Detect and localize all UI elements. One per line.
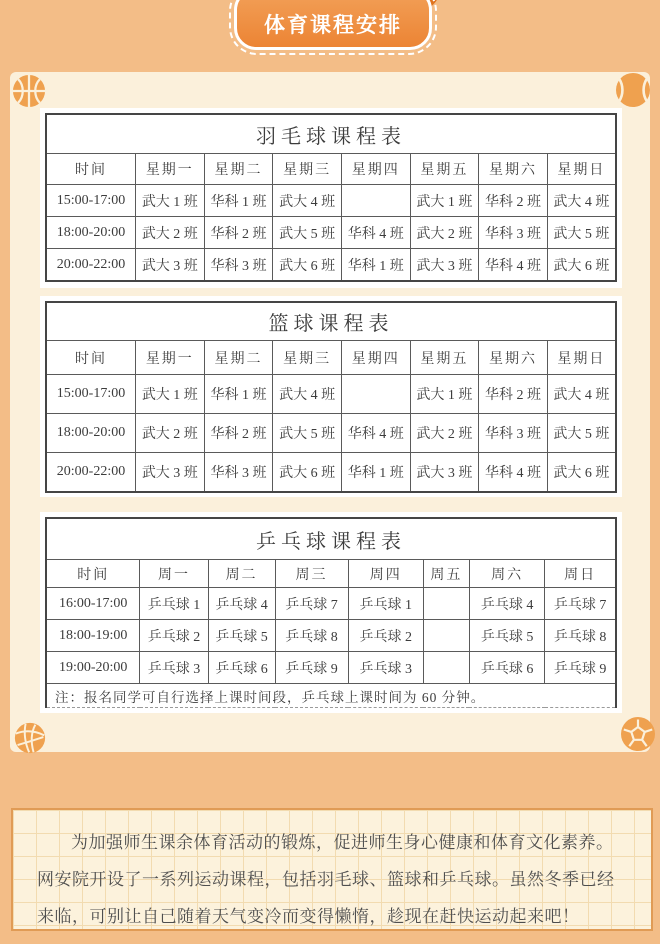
class-cell bbox=[423, 652, 469, 684]
soccer-ball-icon bbox=[620, 716, 656, 752]
column-header: 星期五 bbox=[410, 154, 479, 185]
class-cell: 华科 4 班 bbox=[341, 217, 410, 249]
class-cell: 华科 1 班 bbox=[204, 375, 273, 414]
class-cell: 乒乓球 7 bbox=[545, 588, 616, 620]
class-cell: 武大 3 班 bbox=[136, 453, 205, 493]
class-cell: 武大 5 班 bbox=[547, 414, 616, 453]
column-header: 星期四 bbox=[341, 154, 410, 185]
header-row bbox=[46, 560, 616, 588]
time-cell: 19:00-20:00 bbox=[46, 652, 140, 684]
column-header: 周三 bbox=[275, 560, 348, 588]
badminton-schedule-card bbox=[40, 108, 622, 288]
column-header: 周六 bbox=[469, 560, 544, 588]
column-header: 星期三 bbox=[273, 154, 342, 185]
column-header: 星期四 bbox=[341, 341, 410, 375]
column-header: 星期六 bbox=[479, 154, 548, 185]
class-cell: 华科 2 班 bbox=[204, 414, 273, 453]
basketball-schedule-card bbox=[40, 296, 622, 497]
class-cell: 武大 5 班 bbox=[273, 217, 342, 249]
class-cell: 武大 1 班 bbox=[410, 375, 479, 414]
footer-paragraph: 为加强师生课余体育活动的锻炼，促进师生身心健康和体育文化素养。网安院开设了一系列运动课程，包括羽毛球、篮球和乒乓球。虽然冬季已经来临，可别让自己随着天气变冷而变得懒惰，趁现在赶快运动起来吧！ bbox=[37, 833, 615, 926]
column-header: 星期二 bbox=[204, 341, 273, 375]
class-cell: 乒乓球 5 bbox=[469, 620, 544, 652]
class-cell: 乒乓球 7 bbox=[275, 588, 348, 620]
column-header: 时间 bbox=[46, 154, 136, 185]
time-cell: 15:00-17:00 bbox=[46, 185, 136, 217]
class-cell: 武大 6 班 bbox=[273, 453, 342, 493]
column-header: 星期三 bbox=[273, 341, 342, 375]
time-cell: 18:00-19:00 bbox=[46, 620, 140, 652]
column-header: 周四 bbox=[348, 560, 423, 588]
table-row bbox=[46, 217, 616, 249]
class-cell: 乒乓球 3 bbox=[348, 652, 423, 684]
class-cell: 武大 6 班 bbox=[547, 453, 616, 493]
class-cell: 武大 4 班 bbox=[547, 375, 616, 414]
column-header: 星期日 bbox=[547, 154, 616, 185]
class-cell: 乒乓球 6 bbox=[208, 652, 275, 684]
class-cell bbox=[341, 185, 410, 217]
page-title: 体育课程安排 bbox=[264, 14, 402, 37]
class-cell: 武大 4 班 bbox=[273, 375, 342, 414]
class-cell: 武大 5 班 bbox=[273, 414, 342, 453]
class-cell: 武大 2 班 bbox=[410, 414, 479, 453]
class-cell: 华科 3 班 bbox=[204, 249, 273, 282]
class-cell: 华科 1 班 bbox=[204, 185, 273, 217]
class-cell bbox=[341, 375, 410, 414]
time-cell: 20:00-22:00 bbox=[46, 453, 136, 493]
column-header: 星期一 bbox=[136, 154, 205, 185]
class-cell: 武大 4 班 bbox=[273, 185, 342, 217]
table-row bbox=[46, 414, 616, 453]
class-cell: 乒乓球 4 bbox=[208, 588, 275, 620]
class-cell: 乒乓球 5 bbox=[208, 620, 275, 652]
table-row bbox=[46, 249, 616, 282]
class-cell: 华科 4 班 bbox=[341, 414, 410, 453]
table-row bbox=[46, 185, 616, 217]
class-cell: 华科 3 班 bbox=[479, 414, 548, 453]
footer-note-panel bbox=[11, 808, 653, 931]
class-cell: 武大 6 班 bbox=[547, 249, 616, 282]
table-row bbox=[46, 375, 616, 414]
basketball-icon bbox=[12, 74, 46, 108]
class-cell: 乒乓球 6 bbox=[469, 652, 544, 684]
volleyball-icon bbox=[14, 722, 46, 754]
class-cell: 华科 1 班 bbox=[341, 249, 410, 282]
class-cell: 武大 1 班 bbox=[136, 375, 205, 414]
column-header: 周日 bbox=[545, 560, 616, 588]
class-cell: 乒乓球 9 bbox=[275, 652, 348, 684]
class-cell: 华科 1 班 bbox=[341, 453, 410, 493]
column-header: 周五 bbox=[423, 560, 469, 588]
class-cell: 武大 6 班 bbox=[273, 249, 342, 282]
class-cell: 武大 1 班 bbox=[136, 185, 205, 217]
header-row bbox=[46, 154, 616, 185]
class-cell: 华科 4 班 bbox=[479, 453, 548, 493]
class-cell: 乒乓球 4 bbox=[469, 588, 544, 620]
class-cell: 乒乓球 2 bbox=[140, 620, 208, 652]
column-header: 时间 bbox=[46, 341, 136, 375]
class-cell: 乒乓球 3 bbox=[140, 652, 208, 684]
class-cell: 武大 2 班 bbox=[136, 217, 205, 249]
column-header: 星期日 bbox=[547, 341, 616, 375]
column-header: 周二 bbox=[208, 560, 275, 588]
class-cell: 乒乓球 9 bbox=[545, 652, 616, 684]
page-title-pill bbox=[234, 0, 432, 50]
class-cell: 武大 5 班 bbox=[547, 217, 616, 249]
class-cell: 乒乓球 1 bbox=[140, 588, 208, 620]
class-cell: 武大 3 班 bbox=[410, 249, 479, 282]
class-cell bbox=[423, 588, 469, 620]
table-title: 羽毛球课程表 bbox=[46, 114, 616, 154]
column-header: 时间 bbox=[46, 560, 140, 588]
class-cell: 武大 1 班 bbox=[410, 185, 479, 217]
column-header: 星期六 bbox=[479, 341, 548, 375]
column-header: 星期一 bbox=[136, 341, 205, 375]
class-cell: 武大 3 班 bbox=[136, 249, 205, 282]
class-cell: 华科 2 班 bbox=[479, 185, 548, 217]
class-cell: 乒乓球 2 bbox=[348, 620, 423, 652]
class-cell: 华科 3 班 bbox=[204, 453, 273, 493]
class-cell: 乒乓球 1 bbox=[348, 588, 423, 620]
table-row bbox=[46, 652, 616, 684]
column-header: 星期二 bbox=[204, 154, 273, 185]
class-cell: 乒乓球 8 bbox=[545, 620, 616, 652]
class-cell: 乒乓球 8 bbox=[275, 620, 348, 652]
class-cell: 武大 2 班 bbox=[136, 414, 205, 453]
table-title: 篮球课程表 bbox=[46, 302, 616, 341]
pingpong-schedule-card bbox=[40, 512, 622, 713]
tennis-ball-icon bbox=[615, 72, 651, 108]
table-row bbox=[46, 453, 616, 493]
class-cell: 华科 3 班 bbox=[479, 217, 548, 249]
time-cell: 16:00-17:00 bbox=[46, 588, 140, 620]
time-cell: 20:00-22:00 bbox=[46, 249, 136, 282]
schedule-table bbox=[45, 301, 617, 493]
class-cell: 华科 2 班 bbox=[479, 375, 548, 414]
table-row bbox=[46, 620, 616, 652]
column-header: 周一 bbox=[140, 560, 208, 588]
time-cell: 15:00-17:00 bbox=[46, 375, 136, 414]
column-header: 星期五 bbox=[410, 341, 479, 375]
schedule-table bbox=[45, 517, 617, 708]
class-cell: 武大 2 班 bbox=[410, 217, 479, 249]
class-cell: 华科 4 班 bbox=[479, 249, 548, 282]
schedule-table bbox=[45, 113, 617, 282]
table-title: 乒乓球课程表 bbox=[46, 518, 616, 560]
class-cell: 华科 2 班 bbox=[204, 217, 273, 249]
table-row bbox=[46, 588, 616, 620]
time-cell: 18:00-20:00 bbox=[46, 217, 136, 249]
class-cell bbox=[423, 620, 469, 652]
table-note: 注：报名同学可自行选择上课时间段，乒乓球上课时间为 60 分钟。 bbox=[46, 684, 616, 708]
class-cell: 武大 4 班 bbox=[547, 185, 616, 217]
header-row bbox=[46, 341, 616, 375]
class-cell: 武大 3 班 bbox=[410, 453, 479, 493]
time-cell: 18:00-20:00 bbox=[46, 414, 136, 453]
